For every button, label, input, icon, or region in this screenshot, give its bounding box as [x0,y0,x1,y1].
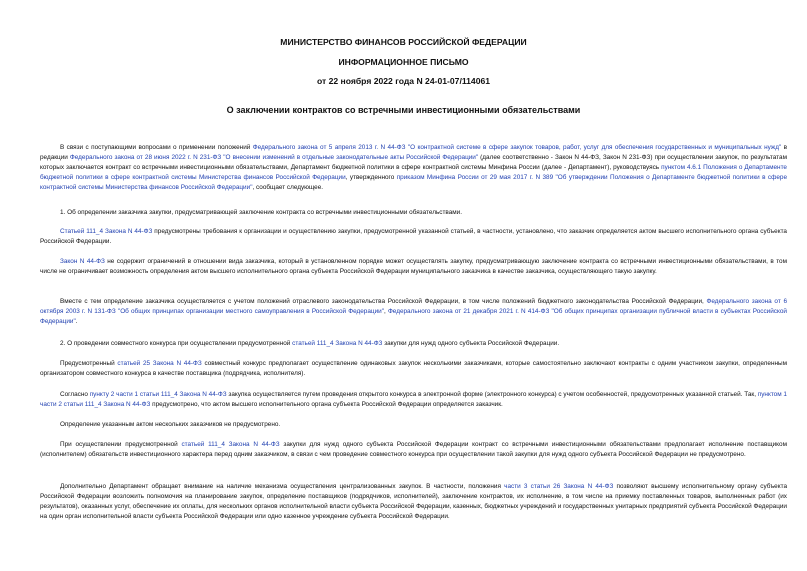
document-type: ИНФОРМАЦИОННОЕ ПИСЬМО [338,57,469,67]
link-law-414fz[interactable]: Федерального закона от 21 декабря 2021 г. N 414-ФЗ "Об общих принципах организации публичной власти в субъектах Российской Федерации" [40,308,787,325]
text: предусмотрены требования к организации и осуществлению закупки, предусмотренной указанной статьей, в частности, установлено, что заказчик определяется актом высшего исполнительного органа субъекта Российской Федерации. [40,228,787,245]
paragraph-11 [40,482,787,522]
link-point-2-article-111-4[interactable]: пункту 2 части 1 статьи 111_4 Закона N 44-ФЗ [89,391,227,398]
paragraph-section-2-heading [40,339,787,349]
link-article-111-4[interactable]: статьей 111_4 Закона N 44-ФЗ [181,441,280,448]
text: закупка осуществляется путем проведения открытого конкурса в электронной форме (электронного конкурса) с учетом особенностей, предусмотренных указанной статьей. Так, [226,391,758,398]
text: Дополнительно Департамент обращает внимание на наличие механизма осуществления централизованных закупок. В частности, положения [60,483,505,490]
paragraph-4 [40,257,787,277]
text: При осуществлении предусмотренной [60,441,182,448]
text: закупки для нужд одного субъекта Российской Федерации контракт со встречными инвестиционными обязательствами предполагает исполнение поставщиком (исполнителем) обязательств инвестиционного характера перед одним заказчиком, в связи с чем проведение совместного конкурса при осуществлении такой закупки для нужд одного субъекта Российской Федерации не предусмотрено. [40,441,787,458]
paragraph-7 [40,359,787,379]
text: не содержит ограничений в отношении вида заказчика, который в установленном порядке может осуществлять закупку, предусматривающую заключение контракта со встречными инвестиционными обязательствами, в том числе не ограничивает возможность определения актом высшего исполнительного органа субъекта Российской Федерации муниципального заказчика в качестве заказчика, осуществляющего такую закупку. [40,258,787,275]
paragraph-5 [40,297,787,327]
text: 1. Об определении заказчика закупки, предусматривающей заключение контракта со встречными инвестиционными обязательствами. [60,209,463,216]
document-subject: О заключении контрактов со встречными инвестиционными обязательствами [226,105,581,115]
text: 2. О проведении совместного конкурса при осуществлении предусмотренной [60,340,293,347]
text: Вместе с тем определение заказчика осуществляется с учетом положений отраслевого законодательства Российской Федерации, в том числе положений бюджетного законодательства Российской Федерации, [60,298,707,305]
text: в редакции [40,144,788,161]
text: Предусмотренный [60,360,118,367]
document-date-number: от 22 ноября 2022 года N 24-01-07/114061 [316,76,491,86]
link-law-231fz[interactable]: Федерального закона от 28 июня 2022 г. N 231-ФЗ "О внесении изменений в отдельные законодательные акты Российской Федерации" [69,154,479,161]
text: Определение указанным актом нескольких заказчиков не предусмотрено. [60,421,281,428]
paragraph-section-1-heading [40,208,787,218]
paragraph-10 [40,440,787,460]
link-article-25[interactable]: статьей 25 Закона N 44-ФЗ [117,360,202,367]
text: , сообщает следующее. [252,184,324,191]
link-law-131fz[interactable]: Федерального закона от 6 октября 2003 г. N 131-ФЗ "Об общих принципах организации местного самоуправления в Российской Федерации" [40,298,788,315]
link-article-111-4[interactable]: статьей 111_4 Закона N 44-ФЗ [292,340,383,347]
paragraph-intro [40,143,787,193]
text: В связи с поступающими вопросами о применении положений [60,144,253,151]
paragraph-8 [40,390,787,410]
text: позволяют высшему исполнительному органу субъекта Российской Федерации возложить полномочия на планирование закупок, определение поставщиков (подрядчиков, исполнителей), заключение контрактов, их исполнение, в том числе на приемку поставленных товаров, выполненных работ (их результатов), оказанных услуг, обеспечение их оплаты, для нескольких органов исполнительной власти субъекта Российской Федерации, казенных, бюджетных учреждений и государственных унитарных предприятий субъекта Российской Федерации на один орган исполнительной власти субъекта Российской Федерации или одно казенное учреждение субъекта Российской Федерации. [40,483,788,520]
link-regulation-point[interactable]: пунктом 4.6.1 Положения о Департаменте бюджетной политики в сфере контрактной системы Министерства финансов Российской Федерации [40,164,787,181]
text: Согласно [60,391,90,398]
text: , утвержденного [345,174,397,181]
link-point-1-article-111-4[interactable]: пунктом 1 части 2 статьи 111_4 Закона N 44-ФЗ [40,391,787,408]
text: . [75,318,78,325]
text: закупки для нужд одного субъекта Российской Федерации. [382,340,560,347]
link-order-389[interactable]: приказом Минфина России от 29 мая 2017 г. N 389 "Об утверждении Положения о Департаменте бюджетной политики в сфере контрактной системы Министерства финансов Российской Федерации" [40,174,788,191]
ministry-title: МИНИСТЕРСТВО ФИНАНСОВ РОССИЙСКОЙ ФЕДЕРАЦИИ [280,37,527,47]
link-law-44fz[interactable]: Федерального закона от 5 апреля 2013 г. N 44-ФЗ "О контрактной системе в сфере закупок товаров, работ, услуг для обеспечения государственных и муниципальных нужд" [252,144,782,151]
text: совместный конкурс предполагает осуществление одинаковых закупок несколькими заказчиками, которые самостоятельно заключают контракты с одним участником закупки, определенным организатором совместного конкурса в качестве поставщика (подрядчика, исполнителя). [40,360,787,377]
link-part-3-article-26[interactable]: части 3 статьи 26 Закона N 44-ФЗ [504,483,614,490]
paragraph-3 [40,227,787,247]
text: (далее соответственно - Закон N 44-ФЗ, Закон N 231-ФЗ) при осуществлении закупок, по результатам которых заключается контракт со встречными инвестиционными обязательствами, Департамент бюджетной политики в сфере контрактной системы Минфина России (далее - Департамент), руководствуясь [40,154,787,171]
link-article-111-4[interactable]: Статьей 111_4 Закона N 44-ФЗ [60,228,153,235]
text: предусмотрено, что актом высшего исполнительного органа субъекта Российской Федерации определяется заказчик. [150,401,503,408]
paragraph-9 [40,420,787,430]
text: , [383,308,388,315]
link-law-44fz[interactable]: Закон N 44-ФЗ [60,258,105,265]
